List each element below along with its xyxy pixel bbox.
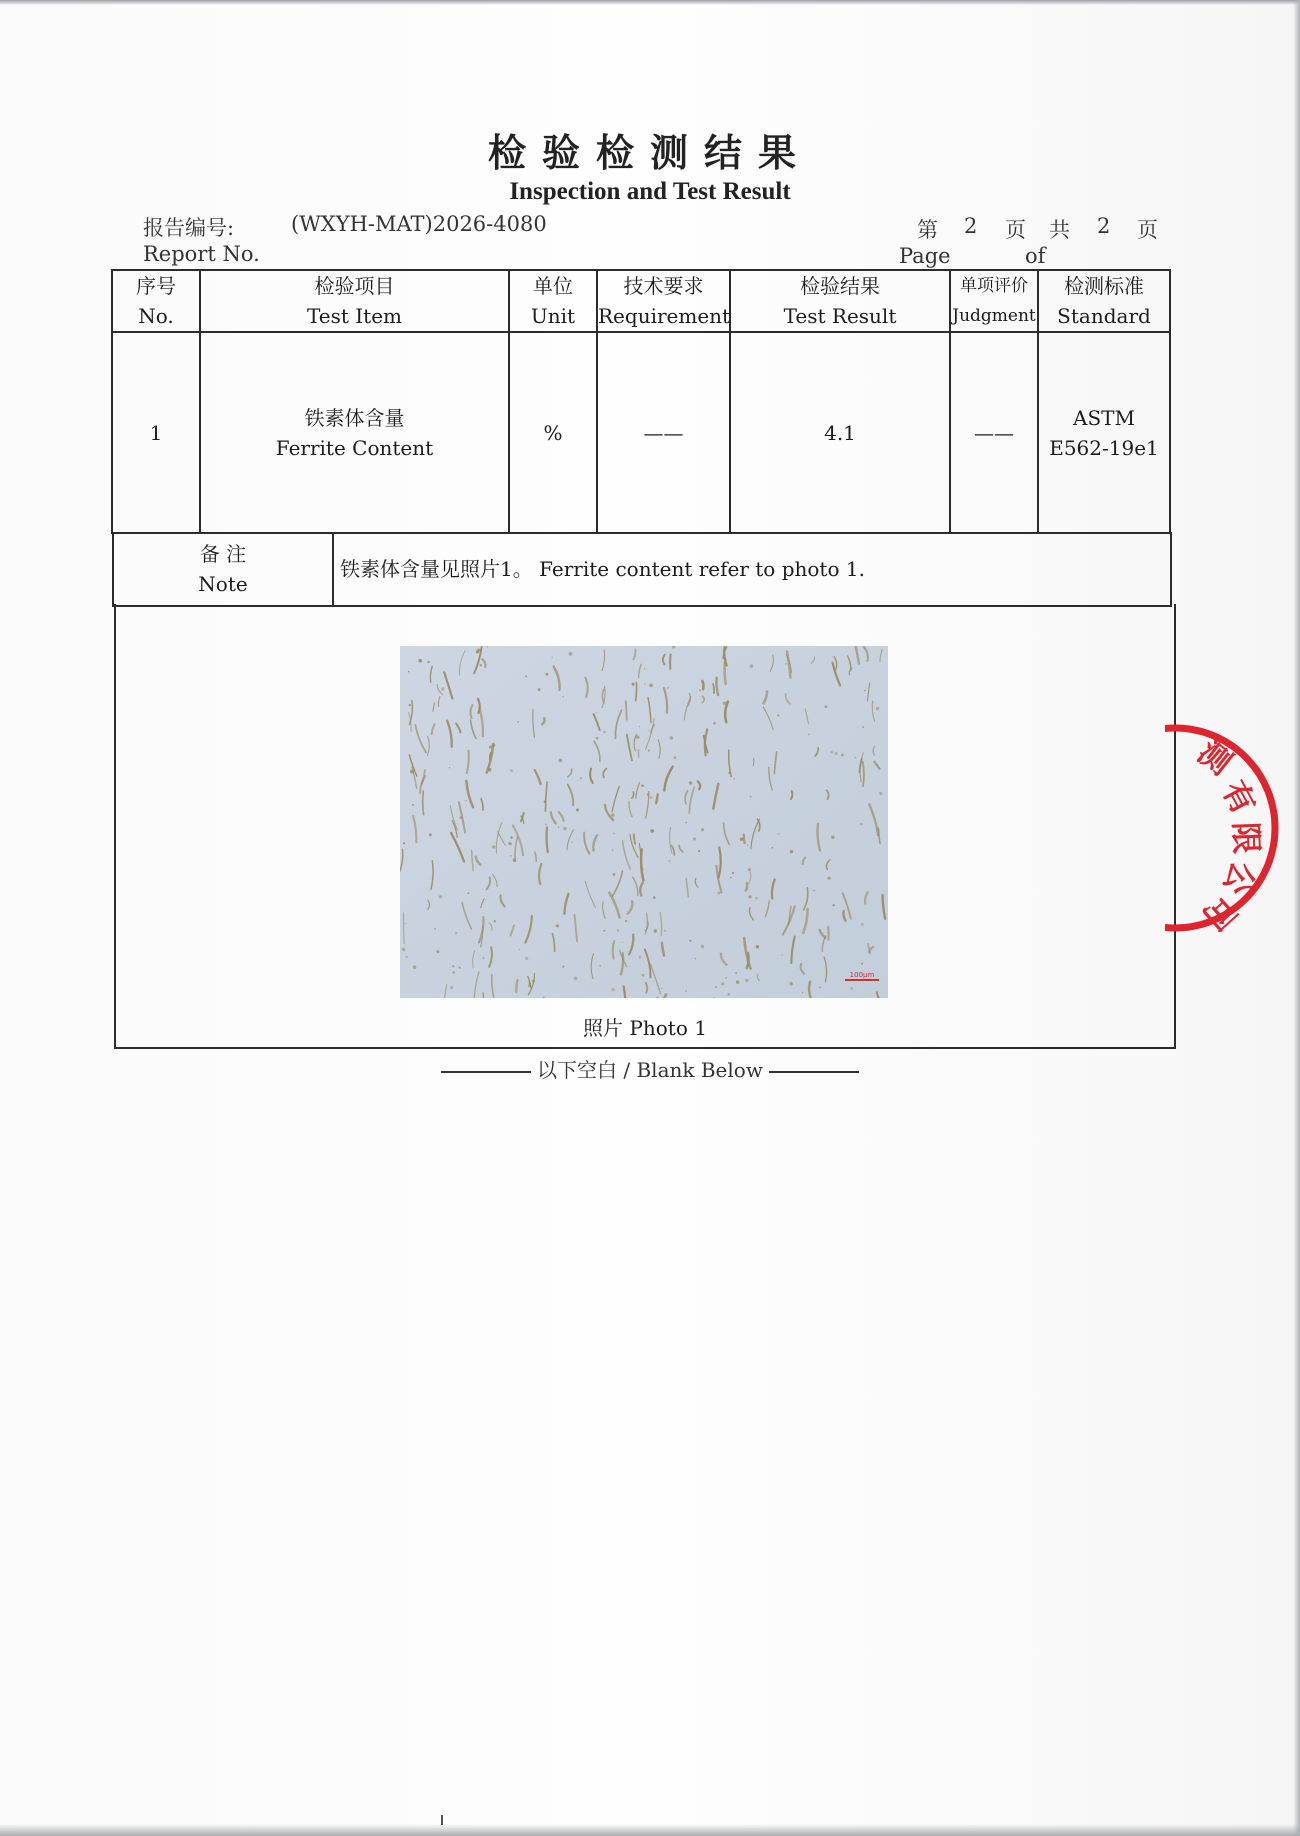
header-requirement: 技术要求 Requirement — [597, 270, 730, 332]
ferrite-dot — [576, 809, 579, 812]
page-total: 2 — [1097, 214, 1111, 238]
ferrite-stringer — [516, 980, 517, 992]
ferrite-dot — [642, 974, 645, 977]
ferrite-dot — [413, 966, 417, 970]
ferrite-dot — [465, 800, 467, 802]
ferrite-dot — [748, 868, 751, 871]
ferrite-dot — [740, 838, 743, 841]
photo-section — [114, 604, 1176, 1049]
ferrite-dot — [785, 663, 787, 665]
ferrite-dot — [876, 707, 879, 710]
ferrite-dot — [402, 948, 406, 952]
ferrite-dot — [667, 687, 669, 689]
ferrite-dot — [689, 781, 693, 785]
ferrite-dot — [580, 777, 583, 780]
ferrite-dot — [613, 873, 616, 876]
ferrite-dot — [832, 904, 834, 906]
seal-char-5: 司 — [1195, 887, 1245, 938]
ferrite-dot — [750, 664, 754, 668]
ferrite-dot — [673, 756, 676, 759]
report-no-value: (WXYH-MAT)2026-4080 — [291, 212, 547, 236]
seal-char-1: 测 — [1190, 732, 1240, 783]
ferrite-dot — [479, 664, 481, 666]
ferrite-dot — [525, 675, 527, 677]
report-no-label-cn: 报告编号: — [143, 216, 235, 240]
ferrite-dot — [418, 659, 422, 663]
ferrite-dot — [632, 683, 635, 686]
ferrite-dot — [545, 673, 548, 676]
ferrite-dot — [736, 980, 740, 984]
seal-char-2: 有 — [1214, 774, 1264, 821]
ferrite-dot — [612, 849, 613, 850]
page-di: 第 — [917, 218, 938, 242]
ferrite-dot — [559, 759, 563, 763]
ferrite-dot — [603, 731, 605, 733]
ferrite-dot — [827, 876, 830, 879]
ferrite-dot — [487, 646, 488, 647]
ferrite-dot — [556, 924, 559, 927]
ferrite-dot — [745, 979, 748, 982]
ferrite-dot — [572, 841, 573, 842]
cell-result: 4.1 — [730, 332, 950, 533]
ferrite-dot — [732, 872, 734, 874]
ferrite-dot — [517, 721, 519, 723]
seal-char-3: 限 — [1226, 821, 1266, 855]
ferrite-dot — [701, 828, 704, 831]
ferrite-dot — [879, 792, 882, 795]
header-test-item: 检验项目 Test Item — [200, 270, 509, 332]
ferrite-dot — [599, 965, 601, 967]
ferrite-dot — [647, 793, 650, 796]
ferrite-dot — [611, 988, 615, 992]
ferrite-dot — [693, 838, 696, 841]
ferrite-dot — [648, 730, 649, 731]
ferrite-dot — [408, 671, 409, 672]
ferrite-stringer — [702, 681, 703, 689]
ferrite-dot — [851, 987, 853, 989]
ferrite-dot — [755, 897, 758, 900]
ferrite-dot — [771, 847, 773, 849]
ferrite-dot — [409, 704, 411, 706]
ferrite-dot — [808, 734, 810, 736]
ferrite-dot — [650, 829, 654, 833]
ferrite-dot — [562, 696, 564, 698]
ferrite-dot — [748, 895, 751, 898]
ferrite-dot — [653, 896, 656, 899]
ferrite-dot — [777, 714, 779, 716]
ferrite-dot — [489, 745, 493, 749]
micrograph-photo — [400, 646, 888, 998]
header-standard: 检测标准 Standard — [1038, 270, 1170, 332]
cell-unit: % — [509, 332, 597, 533]
ferrite-dot — [441, 687, 444, 690]
header-no: 序号 No. — [112, 270, 200, 332]
page-ye2: 页 — [1137, 218, 1158, 242]
ferrite-dot — [664, 930, 666, 932]
header-unit: 单位 Unit — [509, 270, 597, 332]
note-row — [112, 532, 1172, 607]
micrograph-image — [400, 646, 888, 998]
right-dash — [769, 1071, 859, 1073]
ferrite-dot — [538, 688, 541, 691]
ferrite-dot — [439, 895, 442, 898]
ferrite-dot — [789, 982, 792, 985]
ferrite-dot — [861, 963, 863, 965]
ferrite-stringer — [670, 655, 671, 669]
ferrite-dot — [735, 972, 737, 974]
header-judgment: 单项评价 Judgment — [950, 270, 1038, 332]
ferrite-dot — [825, 705, 828, 708]
ferrite-dot — [450, 986, 453, 989]
ferrite-dot — [427, 661, 430, 664]
ferrite-dot — [813, 890, 815, 892]
ferrite-dot — [410, 770, 414, 774]
ferrite-dot — [730, 877, 732, 879]
ferrite-dot — [639, 956, 642, 959]
ferrite-dot — [589, 851, 591, 853]
ferrite-dot — [864, 690, 866, 692]
ferrite-dot — [644, 668, 646, 670]
ferrite-dot — [532, 980, 535, 983]
ferrite-dot — [452, 965, 454, 967]
ferrite-dot — [596, 712, 598, 714]
ferrite-dot — [689, 940, 691, 942]
ferrite-stringer — [746, 883, 747, 890]
ferrite-dot — [455, 932, 458, 935]
ferrite-dot — [644, 683, 645, 684]
ferrite-dot — [545, 824, 547, 826]
note-text: 铁素体含量见照片1。 Ferrite content refer to photo 1. — [340, 557, 865, 581]
ferrite-dot — [854, 756, 856, 758]
ferrite-dot — [617, 929, 619, 931]
scan-mark — [441, 1815, 443, 1825]
ferrite-dot — [649, 683, 653, 687]
ferrite-dot — [483, 957, 485, 959]
ferrite-dot — [790, 850, 793, 853]
ferrite-dot — [452, 971, 455, 974]
cell-test-item: 铁素体含量 Ferrite Content — [200, 332, 509, 533]
ferrite-dot — [654, 929, 657, 932]
ferrite-dot — [436, 950, 439, 953]
ferrite-dot — [701, 945, 704, 948]
scan-edge-top — [0, 0, 1300, 5]
ferrite-dot — [510, 855, 512, 857]
note-label: 备 注 Note — [114, 532, 334, 605]
left-dash — [441, 1071, 531, 1073]
seal-char-4: 公 — [1215, 856, 1263, 901]
ferrite-stringer — [547, 828, 548, 853]
ferrite-dot — [781, 954, 782, 955]
ferrite-dot — [544, 800, 547, 803]
ferrite-dot — [636, 736, 639, 739]
ferrite-dot — [477, 648, 480, 651]
ferrite-dot — [622, 942, 623, 943]
results-table — [111, 269, 1171, 534]
scale-bar-label: 100μm — [849, 971, 875, 979]
ferrite-dot — [429, 833, 432, 836]
ferrite-stringer — [713, 684, 714, 693]
ferrite-dot — [492, 744, 495, 747]
seal-graphic — [1165, 700, 1300, 955]
ferrite-stringer — [423, 791, 424, 815]
ferrite-dot — [508, 842, 512, 846]
ferrite-dot — [494, 920, 497, 923]
page-label-en: Page — [899, 244, 951, 268]
page-number: 2 — [964, 214, 978, 238]
ferrite-dot — [668, 860, 670, 862]
ferrite-dot — [819, 987, 821, 989]
ferrite-dot — [563, 827, 567, 831]
ferrite-dot — [727, 993, 730, 996]
ferrite-dot — [718, 891, 721, 894]
ferrite-dot — [467, 892, 469, 894]
ferrite-dot — [459, 816, 462, 819]
ferrite-dot — [558, 827, 559, 828]
scan-edge-bottom — [0, 1824, 1300, 1836]
ferrite-dot — [713, 722, 716, 725]
ferrite-dot — [513, 858, 517, 862]
ferrite-dot — [596, 737, 599, 740]
ferrite-dot — [725, 977, 727, 979]
ferrite-dot — [699, 689, 701, 691]
ferrite-dot — [747, 845, 748, 846]
ferrite-dot — [860, 823, 862, 825]
page-gong: 共 — [1049, 218, 1070, 242]
ferrite-dot — [641, 784, 644, 787]
cell-judgment: —— — [950, 332, 1038, 533]
ferrite-dot — [841, 753, 844, 756]
cell-standard: ASTM E562-19e1 — [1038, 332, 1170, 533]
ferrite-dot — [492, 845, 495, 848]
ferrite-stringer — [828, 927, 829, 940]
ferrite-dot — [510, 836, 513, 839]
ferrite-dot — [611, 814, 614, 817]
ferrite-dot — [650, 796, 653, 799]
ferrite-dot — [639, 726, 640, 727]
ferrite-dot — [449, 767, 450, 768]
ferrite-dot — [728, 772, 731, 775]
ferrite-dot — [459, 967, 461, 969]
ferrite-dot — [412, 804, 414, 806]
photo-caption: 照片 Photo 1 — [583, 1016, 707, 1040]
ferrite-dot — [661, 988, 662, 989]
header-test-result: 检验结果 Test Result — [730, 270, 950, 332]
ferrite-dot — [405, 923, 407, 925]
ferrite-dot — [830, 751, 833, 754]
ferrite-dot — [405, 956, 408, 959]
ferrite-dot — [670, 736, 673, 739]
page-ye: 页 — [1005, 218, 1026, 242]
ferrite-dot — [562, 966, 564, 968]
ferrite-dot — [510, 769, 513, 772]
ferrite-dot — [569, 652, 573, 656]
ferrite-stringer — [744, 835, 745, 843]
ferrite-dot — [723, 702, 726, 705]
ferrite-dot — [778, 833, 780, 835]
table-row — [112, 332, 1170, 533]
report-no-label-en: Report No. — [143, 242, 260, 266]
ferrite-dot — [715, 986, 717, 988]
ferrite-stringer — [626, 701, 627, 719]
company-seal — [1165, 700, 1300, 955]
ferrite-dot — [625, 920, 627, 922]
ferrite-dot — [643, 868, 644, 869]
cell-requirement: —— — [597, 332, 730, 533]
blank-below-marker: 以下空白 / Blank Below — [0, 1054, 1300, 1083]
ferrite-dot — [831, 835, 834, 838]
ferrite-dot — [613, 833, 615, 835]
ferrite-dot — [488, 768, 492, 772]
ferrite-dot — [861, 923, 864, 926]
ferrite-stringer — [656, 794, 658, 803]
page-title-en: Inspection and Test Result — [509, 178, 791, 205]
page-title-cn: 检验检测结果 — [487, 130, 812, 175]
of-label-en: of — [1025, 244, 1046, 268]
ferrite-stringer — [636, 683, 637, 701]
ferrite-dot — [519, 949, 520, 950]
cell-no: 1 — [112, 332, 200, 533]
ferrite-dot — [685, 990, 687, 992]
ferrite-dot — [835, 752, 838, 755]
ferrite-dot — [862, 726, 864, 728]
ferrite-dot — [551, 657, 553, 659]
ferrite-dot — [603, 930, 605, 932]
ferrite-dot — [733, 778, 735, 780]
ferrite-dot — [802, 992, 803, 993]
ferrite-dot — [574, 977, 578, 981]
ferrite-dot — [403, 842, 405, 844]
ferrite-dot — [685, 822, 687, 824]
ferrite-dot — [750, 796, 752, 798]
table-header-row — [112, 270, 1170, 332]
ferrite-dot — [695, 958, 697, 960]
ferrite-dot — [648, 749, 650, 751]
ferrite-dot — [756, 945, 759, 948]
ferrite-stringer — [725, 659, 726, 684]
ferrite-dot — [434, 928, 436, 930]
ferrite-dot — [525, 957, 528, 960]
ferrite-dot — [721, 982, 724, 985]
ferrite-dot — [698, 850, 700, 852]
